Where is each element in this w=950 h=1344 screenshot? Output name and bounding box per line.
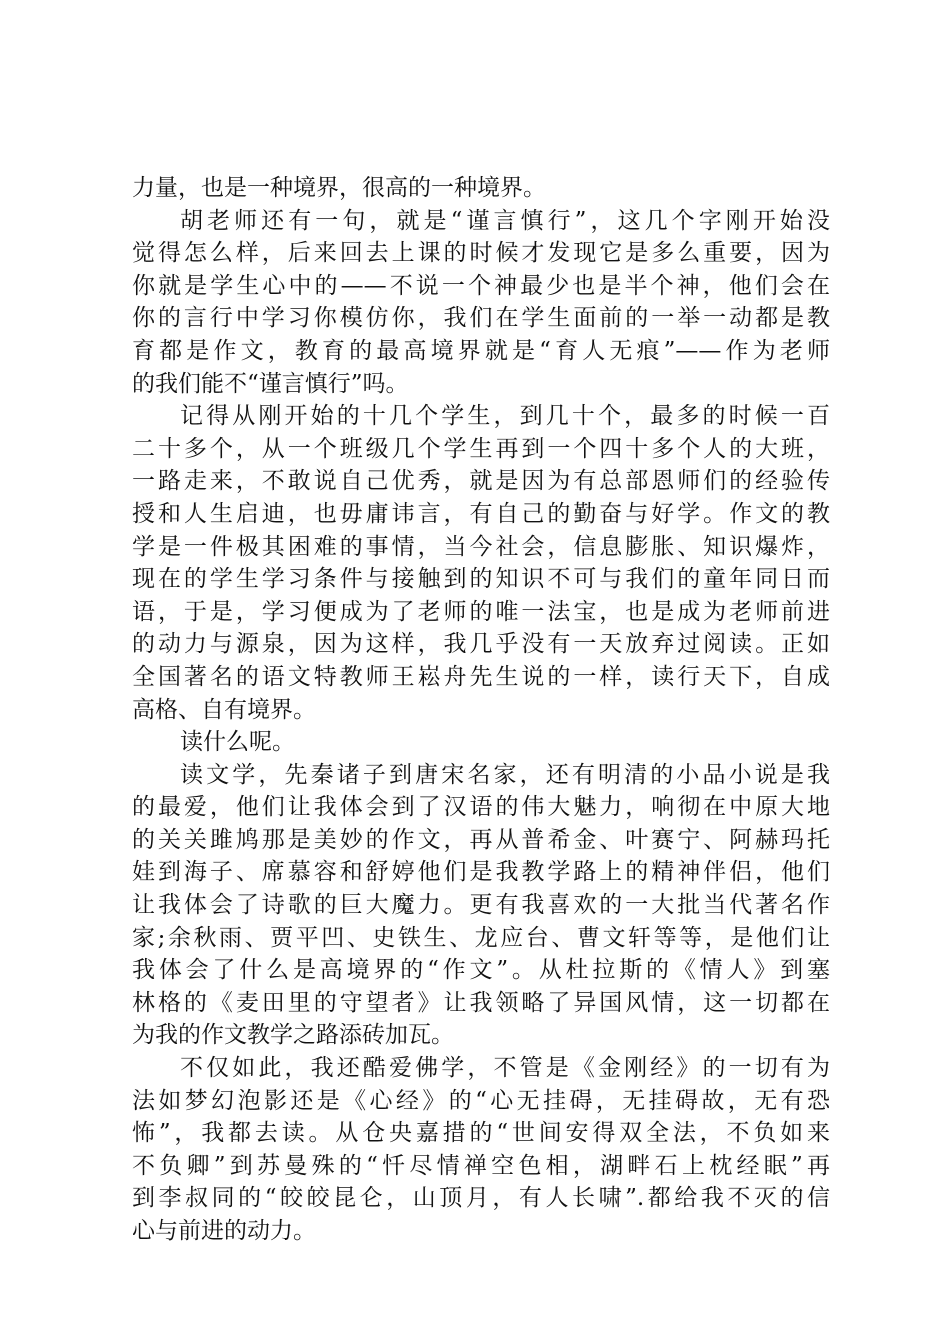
text-line: 不负卿”到苏曼殊的“忏尽情禅空色相，湖畔石上枕经眠”再 [132,1152,830,1179]
text-line: 育都是作文，教育的最高境界就是“育人无痕”——作为老师 [132,337,830,364]
text-line: 一路走来，不敢说自己优秀，就是因为有总部恩师们的经验传 [132,468,830,495]
text-line: 娃到海子、席慕容和舒婷他们是我教学路上的精神伴侣，他们 [132,859,830,886]
text-line: 心与前进的动力。 [132,1218,316,1244]
text-line: 我体会了什么是高境界的“作文”。从杜拉斯的《情人》到塞 [132,957,830,984]
text-line: 学是一件极其困难的事情，当今社会，信息膨胀、知识爆炸， [132,533,830,560]
text-line: 全国著名的语文特教师王崧舟先生说的一样，读行天下，自成 [132,663,830,690]
text-line: 法如梦幻泡影还是《心经》的“心无挂碍，无挂碍故，无有恐 [132,1087,830,1114]
text-line: 的关关雎鸠那是美妙的作文，再从普希金、叶赛宁、阿赫玛托 [132,826,830,853]
text-line: 让我体会了诗歌的巨大魔力。更有我喜欢的一大批当代著名作 [132,892,830,919]
text-line: 的我们能不“谨言慎行”吗。 [132,370,409,397]
text-line: 二十多个，从一个班级几个学生再到一个四十多个人的大班， [132,435,830,462]
text-line: 记得从刚开始的十几个学生，到几十个，最多的时候一百 [180,403,830,430]
text-line: 的最爱，他们让我体会到了汉语的伟大魅力，响彻在中原大地 [132,794,830,821]
text-line: 现在的学生学习条件与接触到的知识不可与我们的童年同日而 [132,566,830,593]
text-line: 觉得怎么样，后来回去上课的时候才发现它是多么重要，因为 [132,240,830,267]
text-line: 到李叔同的“皎皎昆仑，山顶月，有人长啸”.都给我不灭的信 [132,1185,830,1212]
text-line: 语，于是，学习便成为了老师的唯一法宝，也是成为老师前进 [132,598,830,625]
text-line: 你的言行中学习你模仿你，我们在学生面前的一举一动都是教 [132,305,830,332]
text-line: 的动力与源泉，因为这样，我几乎没有一天放弃过阅读。正如 [132,631,830,658]
text-line: 胡老师还有一句，就是“谨言慎行”，这几个字刚开始没 [180,207,830,234]
text-line: 怖”，我都去读。从仓央嘉措的“世间安得双全法，不负如来 [132,1120,830,1147]
text-line: 授和人生启迪，也毋庸讳言，有自己的勤奋与好学。作文的教 [132,500,830,527]
text-line: 林格的《麦田里的守望者》让我领略了异国风情，这一切都在 [132,989,830,1016]
text-line: 高格、自有境界。 [132,696,316,723]
text-line: 你就是学生心中的——不说一个神最少也是半个神，他们会在 [132,272,830,299]
text-line: 为我的作文教学之路添砖加瓦。 [132,1022,454,1049]
text-line: 读什么呢。 [180,729,295,756]
text-line: 力量，也是一种境界，很高的一种境界。 [132,175,546,201]
text-line: 不仅如此，我还酷爱佛学，不管是《金刚经》的一切有为 [180,1055,830,1082]
text-line: 家;余秋雨、贾平凹、史铁生、龙应台、曹文轩等等，是他们让 [132,924,830,951]
text-line: 读文学，先秦诸子到唐宋名家，还有明清的小品小说是我 [180,761,830,788]
document-body [132,172,830,1248]
